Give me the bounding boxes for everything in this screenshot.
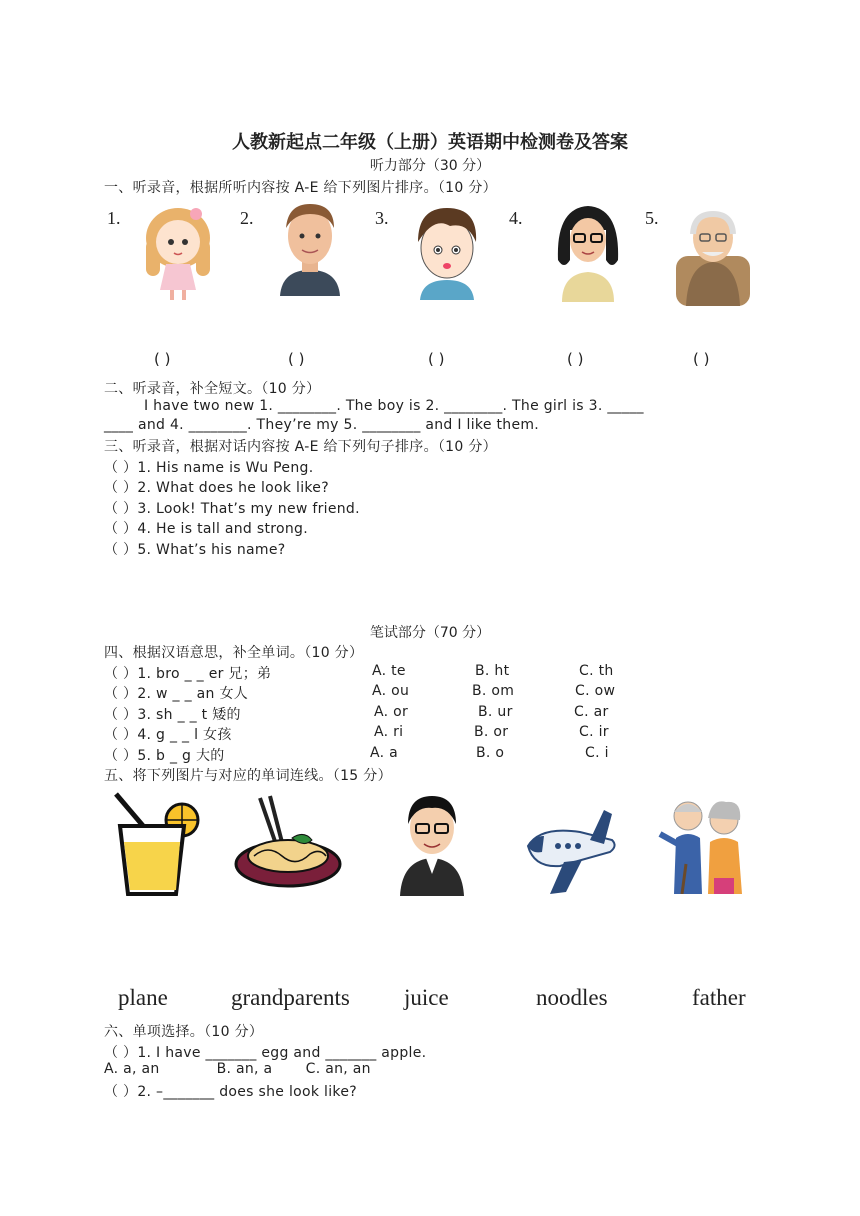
section4-option-b-2: B. om: [472, 683, 515, 699]
pic-number-1: 1.: [107, 208, 121, 228]
noodles-icon[interactable]: [234, 794, 342, 894]
section4-option-b-1: B. ht: [475, 663, 510, 679]
match-word-grandparents[interactable]: grandparents: [231, 985, 350, 1010]
section6-options-1: A. a, an B. an, a C. an, an: [104, 1061, 371, 1077]
grandparents-icon[interactable]: [656, 794, 754, 894]
page-title: 人教新起点二年级（上册）英语期中检测卷及答案: [232, 132, 628, 153]
section4-question-5: （ ）5. b _ g 大的: [104, 748, 225, 764]
section4-question-3: （ ）3. sh _ _ t 矮的: [104, 707, 241, 723]
girl-icon: [138, 200, 218, 302]
plane-icon[interactable]: [520, 806, 620, 898]
pic-number-2: 2.: [240, 208, 254, 228]
section1-heading: 一、听录音，根据所听内容按 A-E 给下列图片排序。（10 分）: [104, 180, 497, 196]
section4-option-b-4: B. or: [474, 724, 509, 740]
pic-number-3: 3.: [375, 208, 389, 228]
section4-option-a-2: A. ou: [372, 683, 410, 699]
man-icon: [272, 198, 348, 296]
section3-item-1: （ ）1. His name is Wu Peng.: [104, 460, 314, 476]
section2-line1: I have two new 1. ________. The boy is 2. ________. The girl is 3. _____: [144, 398, 644, 414]
match-word-father[interactable]: father: [692, 985, 746, 1010]
answer-blank-5[interactable]: ( ): [693, 350, 710, 368]
match-word-plane[interactable]: plane: [118, 985, 168, 1010]
section4-option-c-2: C. ow: [575, 683, 616, 699]
section4-option-a-4: A. ri: [374, 724, 404, 740]
section4-option-c-3: C. ar: [574, 704, 609, 720]
section4-heading: 四、根据汉语意思，补全单词。（10 分）: [104, 645, 364, 661]
section4-option-a-1: A. te: [372, 663, 406, 679]
section4-option-c-5: C. i: [585, 745, 609, 761]
section4-option-a-3: A. or: [374, 704, 409, 720]
boy-icon: [410, 202, 484, 300]
section3-item-4: （ ）4. He is tall and strong.: [104, 521, 308, 537]
section4-question-1: （ ）1. bro _ _ er 兄；弟: [104, 666, 272, 682]
section4-option-c-4: C. ir: [579, 724, 609, 740]
section3-heading: 三、听录音，根据对话内容按 A-E 给下列句子排序。（10 分）: [104, 439, 497, 455]
answer-blank-3[interactable]: ( ): [428, 350, 445, 368]
section3-item-5: （ ）5. What’s his name?: [104, 542, 286, 558]
match-word-noodles[interactable]: noodles: [536, 985, 608, 1010]
section3-item-3: （ ）3. Look! That’s my new friend.: [104, 501, 360, 517]
section6-question-1: （ ）1. I have _______ egg and _______ apple.: [104, 1045, 427, 1061]
juice-icon[interactable]: [110, 790, 202, 898]
answer-blank-4[interactable]: ( ): [567, 350, 584, 368]
section4-option-c-1: C. th: [579, 663, 614, 679]
answer-blank-2[interactable]: ( ): [288, 350, 305, 368]
section4-option-b-5: B. o: [476, 745, 505, 761]
grandpa-icon: [672, 200, 754, 306]
section4-question-2: （ ）2. w _ _ an 女人: [104, 686, 249, 702]
match-word-juice[interactable]: juice: [404, 985, 449, 1010]
section4-question-4: （ ）4. g _ _ l 女孩: [104, 727, 232, 743]
section5-heading: 五、将下列图片与对应的单词连线。（15 分）: [104, 768, 392, 784]
pic-number-4: 4.: [509, 208, 523, 228]
pic-number-5: 5.: [645, 208, 659, 228]
section6-heading: 六、单项选择。（10 分）: [104, 1024, 264, 1040]
woman-glasses-icon: [552, 200, 624, 302]
section3-item-2: （ ）2. What does he look like?: [104, 480, 329, 496]
father-icon[interactable]: [394, 790, 470, 896]
section2-heading: 二、听录音，补全短文。（10 分）: [104, 381, 321, 397]
written-header: 笔试部分（70 分）: [369, 625, 491, 641]
answer-blank-1[interactable]: ( ): [154, 350, 171, 368]
section2-line2: ____ and 4. ________. They’re my 5. ________ and I like them.: [104, 417, 540, 433]
section4-option-a-5: A. a: [370, 745, 399, 761]
section4-option-b-3: B. ur: [478, 704, 513, 720]
listening-header: 听力部分（30 分）: [369, 158, 491, 174]
section6-question-2: （ ）2. –_______ does she look like?: [104, 1084, 357, 1100]
